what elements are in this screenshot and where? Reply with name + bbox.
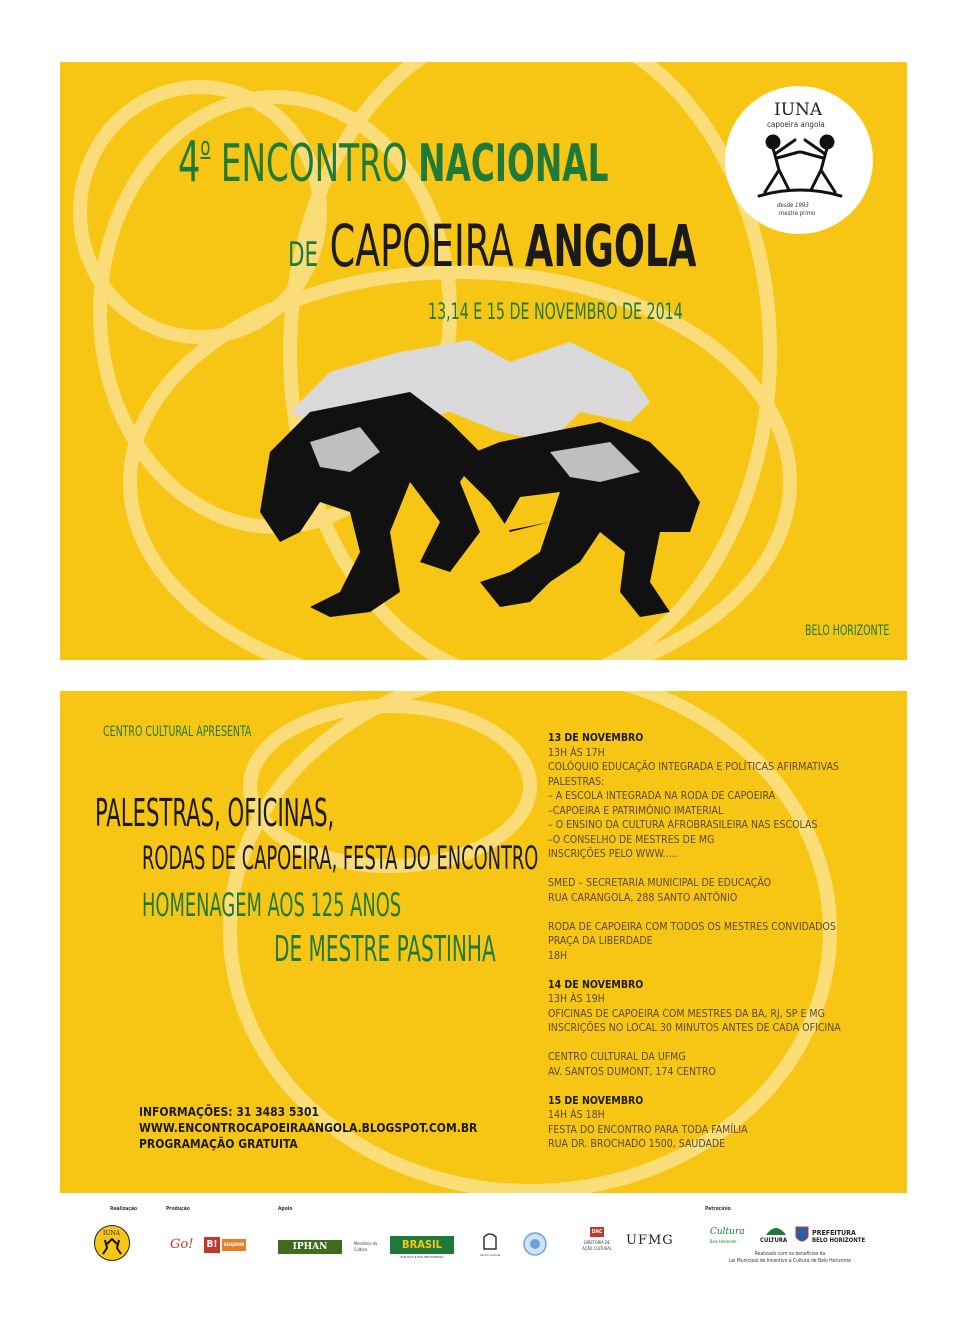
day1-line: – O ENSINO DA CULTURA AFROBRASILEIRA NAS ESCOLAS (548, 819, 818, 831)
day2-line: INSCRIÇÕES NO LOCAL 30 MINUTOS ANTES DE CADA OFICINA (548, 1022, 841, 1034)
schedule (548, 731, 898, 1152)
label-realizacao: Realização (110, 1206, 138, 1212)
day3-line: FESTA DO ENCONTRO PARA TODA FAMÍLIA (548, 1123, 748, 1136)
capoeiristas-icon (755, 132, 845, 200)
blue-circle-logo (522, 1231, 548, 1257)
back-panel (60, 691, 907, 1193)
go-logo: Go! (170, 1237, 194, 1252)
day1-line: –O CONSELHO DE MESTRES DE MG (548, 833, 715, 846)
iuna-logo (725, 86, 873, 234)
day1-roda-line: PRAÇA DA LIBERDADE (548, 935, 653, 947)
logo-title: IUNA (774, 100, 823, 120)
iphan-logo: IPHAN (278, 1240, 342, 1254)
title-nacional: NACIONAL (418, 134, 609, 194)
brasil-slogan: PAÍS RICO É PAÍS SEM POBREZA (400, 1255, 444, 1259)
day3-title: 15 DE NOVEMBRO (548, 1094, 644, 1107)
dac-text-1: DIRETORIA DE (584, 1240, 610, 1245)
info-phone: INFORMAÇÕES: 31 3483 5301 (139, 1105, 319, 1119)
title-line-1 (178, 130, 609, 195)
cultura-logo: CULTURA (760, 1237, 788, 1244)
headline-1: PALESTRAS, OFICINAS, (95, 791, 335, 835)
label-apoio: Apoio (278, 1206, 293, 1212)
title-ordinal: o (200, 132, 211, 162)
day3-line: RUA DR. BROCHADO 1500, SAUDADE (548, 1138, 726, 1150)
info-website[interactable]: WWW.ENCONTROCAPOEIRAANGOLA.BLOGSPOT.COM.BR (139, 1121, 478, 1135)
title-angola: ANGOLA (525, 212, 697, 280)
centro-cultural-text: Centro Cultural (479, 1253, 501, 1257)
prefeitura-logo-2: BELO HORIZONTE (812, 1237, 866, 1244)
cultura-leaf-icon (764, 1223, 788, 1237)
day1-line: PALESTRAS: (548, 775, 605, 788)
day1-roda-line: 18H (548, 949, 568, 962)
day1-line: –CAPOEIRA E PATRIMÔNIO IMATERIAL (548, 804, 724, 817)
title-line-2 (288, 212, 696, 280)
brasil-logo: BRASIL (390, 1236, 454, 1254)
benjamin-b-logo: B! (204, 1237, 220, 1253)
benjamin-logo: BENJAMIN (222, 1239, 246, 1251)
title-encontro: ENCONTRO (220, 134, 408, 194)
day1-title: 13 DE NOVEMBRO (548, 732, 644, 744)
day1-line: – A ESCOLA INTEGRADA NA RODA DE CAPOEIRA (548, 790, 776, 802)
label-producao: Produção (166, 1206, 190, 1212)
day1-line: INSCRIÇÕES PELO WWW..... (548, 848, 678, 860)
prefeitura-logo-1: PREFEITURA (812, 1229, 856, 1237)
presents-label: CENTRO CULTURAL APRESENTA (103, 724, 252, 740)
sponsors-footer (60, 1193, 907, 1283)
title-de: DE (288, 235, 319, 275)
prefeitura-shield-icon (794, 1225, 810, 1245)
logo-subtitle: capoeira angola (767, 120, 825, 129)
day2-line: 13H ÀS 19H (548, 993, 605, 1005)
headline-4: DE MESTRE PASTINHA (274, 929, 496, 970)
minc-logo: Ministério da Cultura (354, 1241, 378, 1252)
info-free-program: PROGRAMAÇÃO GRATUITA (139, 1137, 298, 1151)
iuna-footer-logo (94, 1225, 130, 1261)
capoeira-players-illustration (250, 332, 730, 622)
day2-venue-line: AV. SANTOS DUMONT, 174 CENTRO (548, 1065, 716, 1078)
dac-text-2: AÇÃO CULTURAL (582, 1246, 612, 1251)
headline-3: HOMENAGEM AOS 125 ANOS (142, 886, 402, 924)
credit-line-1: Realizado com os benefícios da (754, 1251, 826, 1257)
title-number: 4 (178, 130, 201, 195)
logo-master: mestre primo (779, 210, 816, 217)
front-panel (60, 62, 907, 660)
logo-since: desde 1993 (777, 202, 809, 209)
day1-venue-line: RUA CARANGOLA, 288 SANTO ANTÔNIO (548, 891, 738, 904)
day1-line: COLÓQUIO EDUCAÇÃO INTEGRADA E POLÍTICAS AFIRMATIVAS (548, 761, 839, 773)
dac-logo: DAC (591, 1229, 603, 1235)
day2-venue-line: CENTRO CULTURAL DA UFMG (548, 1051, 686, 1063)
day1-line: 13H ÀS 17H (548, 746, 605, 759)
day1-venue-line: SMED – SECRETARIA MUNICIPAL DE EDUCAÇÃO (548, 877, 772, 889)
day2-title: 14 DE NOVEMBRO (548, 978, 644, 991)
credit-line-2: Lei Municipal de Incentivo à Cultura de Belo Horizonte (728, 1258, 852, 1264)
capoeiristas-small-icon (100, 1238, 124, 1256)
ufmg-logo: UFMG (626, 1233, 674, 1248)
day2-line: OFICINAS DE CAPOEIRA COM MESTRES DA BA, RJ, SP E MG (548, 1007, 825, 1020)
cultura-bh-sub: Belo Horizonte (710, 1239, 737, 1244)
centro-cultural-icon (480, 1231, 500, 1251)
day3-line: 14H ÀS 18H (548, 1109, 605, 1121)
cultura-bh-logo: Cultura (710, 1227, 745, 1237)
iuna-footer-text: IUNA (103, 1230, 121, 1237)
city-label: BELO HORIZONTE (805, 623, 890, 639)
event-date: 13,14 E 15 DE NOVEMBRO DE 2014 (428, 300, 683, 325)
label-patrocinio: Patrocínio (705, 1206, 731, 1212)
title-capoeira: CAPOEIRA (329, 212, 514, 280)
headline-2: RODAS DE CAPOEIRA, FESTA DO ENCONTRO (142, 839, 539, 877)
day1-roda-line: RODA DE CAPOEIRA COM TODOS OS MESTRES CONVIDADOS (548, 920, 836, 933)
